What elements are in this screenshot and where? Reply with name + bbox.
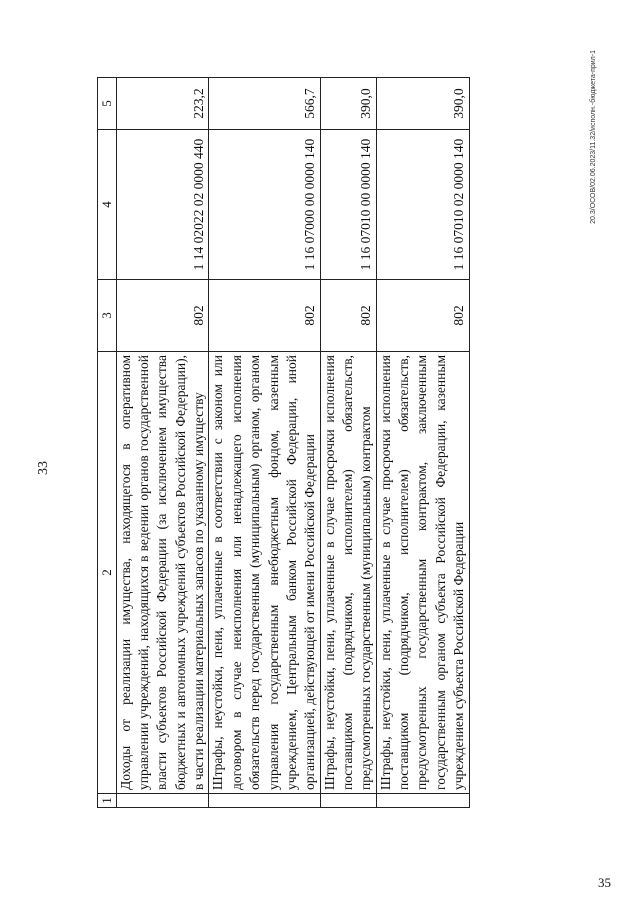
row-description: Штрафы, неустойки, пени, уплаченные в соответствии с законом или договором в случае неисполнения или ненадлежащего исполнения обязательств перед государственным (муниципальным) органом, органом управления государственным внебюджетным фондом, казенным учреждением, Центральным банком Российской Федерации, иной организацией, действующей от имени Российской Федерации bbox=[209, 352, 320, 794]
page-number: 33 bbox=[36, 461, 51, 475]
row-budget-code: 1 16 07010 02 0000 140 bbox=[376, 130, 469, 280]
header-col-4: 4 bbox=[98, 130, 117, 280]
table-row bbox=[116, 78, 209, 808]
row-spacer bbox=[376, 794, 469, 808]
row-description: Штрафы, неустойки, пени, уплаченные в случае просрочки исполнения поставщиком (подрядчиком, исполнителем) обязательств, предусмотренных государственным (муниципальным) контрактом bbox=[320, 352, 376, 794]
row-amount: 223,2 bbox=[116, 78, 209, 130]
header-col-2: 2 bbox=[98, 352, 117, 794]
row-budget-code: 1 14 02022 02 0000 440 bbox=[116, 130, 209, 280]
sheet-number: 35 bbox=[598, 875, 611, 890]
file-path-note: 20.3/ОСОВ/02.06.2023/11.32/исполн.-бюджета-прил-1 bbox=[590, 50, 597, 224]
table-row bbox=[209, 78, 320, 808]
row-admin-code: 802 bbox=[209, 280, 320, 352]
revenue-table bbox=[97, 77, 470, 808]
row-budget-code: 1 16 07010 00 0000 140 bbox=[320, 130, 376, 280]
row-description: Доходы от реализации имущества, находящегося в оперативном управлении учреждений, находящихся в ведении органов государственной власти субъектов Российской Федерации (за исключением имущества бюджетных и автономных учреждений субъектов Российской Федерации), в части реализации материальных запасов по указанному имуществу bbox=[116, 352, 209, 794]
table-header-row bbox=[98, 78, 117, 808]
row-spacer bbox=[116, 794, 209, 808]
row-admin-code: 802 bbox=[320, 280, 376, 352]
row-amount: 390,0 bbox=[376, 78, 469, 130]
row-budget-code: 1 16 07000 00 0000 140 bbox=[209, 130, 320, 280]
table-row bbox=[320, 78, 376, 808]
table-row bbox=[376, 78, 469, 808]
row-description: Штрафы, неустойки, пени, уплаченные в случае просрочки исполнения поставщиком (подрядчиком, исполнителем) обязательств, предусмотренных государственным контрактом, заключенным государственным органом субъекта Российской Федерации, казенным учреждением субъекта Российской Федерации bbox=[376, 352, 469, 794]
header-col-1: 1 bbox=[98, 794, 117, 808]
row-amount: 390,0 bbox=[320, 78, 376, 130]
row-spacer bbox=[209, 794, 320, 808]
row-spacer bbox=[320, 794, 376, 808]
row-amount: 566,7 bbox=[209, 78, 320, 130]
row-admin-code: 802 bbox=[116, 280, 209, 352]
header-col-3: 3 bbox=[98, 280, 117, 352]
row-admin-code: 802 bbox=[376, 280, 469, 352]
header-col-5: 5 bbox=[98, 78, 117, 130]
